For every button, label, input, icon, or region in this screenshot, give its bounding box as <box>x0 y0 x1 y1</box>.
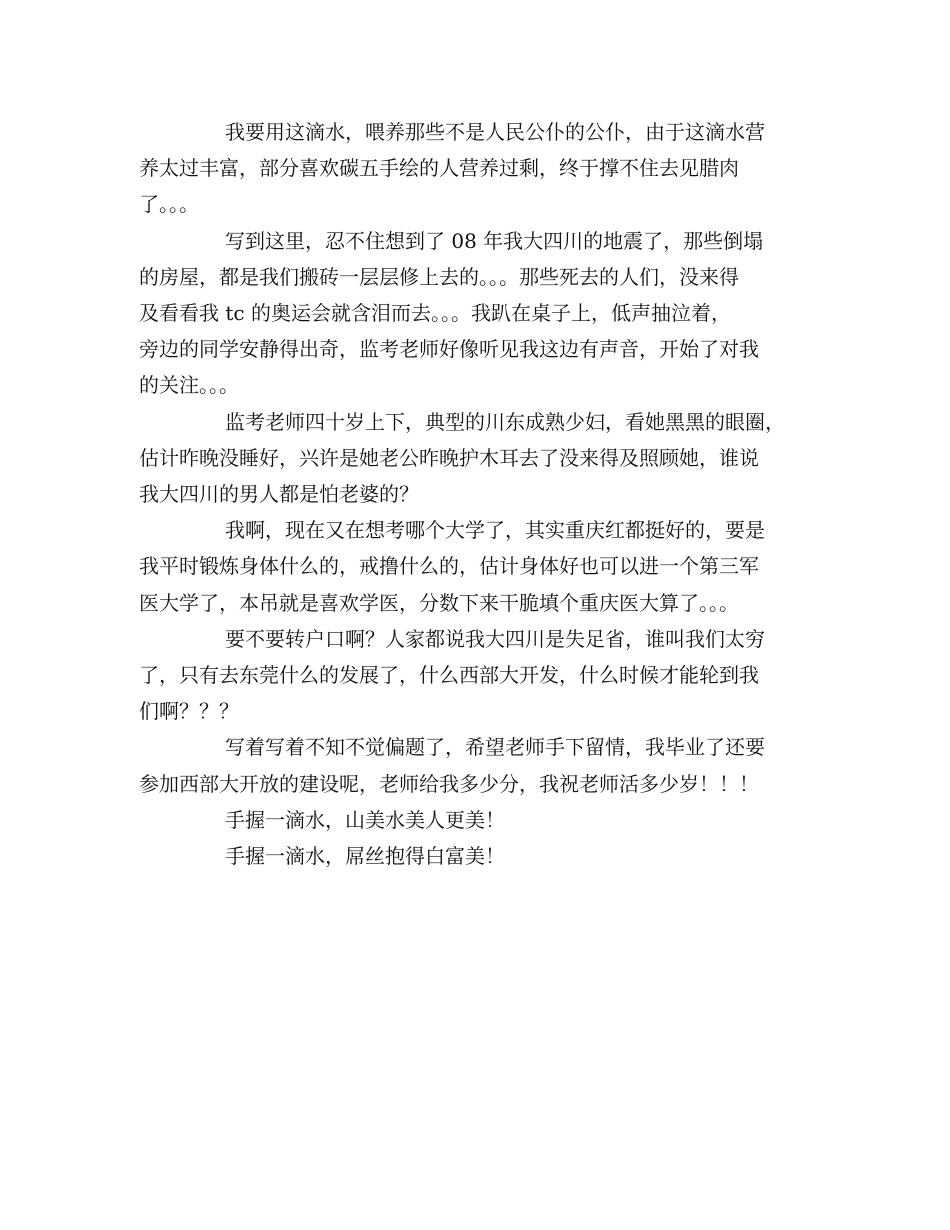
paragraph-line: 医大学了，本吊就是喜欢学医，分数下来干脆填个重庆医大算了。。。 <box>139 590 739 615</box>
paragraph-line: 写着写着不知不觉偏题了，希望老师手下留情，我毕业了还要 <box>225 735 765 760</box>
paragraph-line: 及看看我 tc 的奥运会就含泪而去。。。我趴在桌子上，低声抽泣着， <box>139 301 731 326</box>
paragraph-line: 旁边的同学安静得出奇，监考老师好像听见我这边有声音，开始了对我 <box>139 337 759 362</box>
paragraph-8 <box>139 838 819 874</box>
paragraph-line: 了。。。 <box>139 192 199 217</box>
paragraph-line: 我要用这滴水，喂养那些不是人民公仆的公仆，由于这滴水营 <box>225 120 765 144</box>
paragraph-5 <box>139 621 819 730</box>
paragraph-2 <box>139 223 819 404</box>
paragraph-line: 了，只有去东莞什么的发展了，什么西部大开发，什么时候才能轮到我 <box>139 663 759 688</box>
paragraph-line: 我啊，现在又在想考哪个大学了，其实重庆红都挺好的，要是 <box>225 518 765 543</box>
paragraph-line: 要不要转户口啊？人家都说我大四川是失足省，谁叫我们太穷 <box>225 626 765 651</box>
paragraph-line: 的房屋，都是我们搬砖一层层修上去的。。。那些死去的人们，没来得 <box>139 264 739 289</box>
paragraph-line: 监考老师四十岁上下，典型的川东成熟少妇，看她黑黑的眼圈， <box>225 409 785 434</box>
paragraph-line: 手握一滴水，山美水美人更美！ <box>225 807 505 832</box>
paragraph-line: 写到这里，忍不住想到了 08 年我大四川的地震了，那些倒塌 <box>225 228 764 253</box>
paragraph-6 <box>139 729 819 801</box>
paragraph-line: 们啊？？？ <box>139 699 239 724</box>
paragraph-4 <box>139 512 819 621</box>
paragraph-1 <box>139 114 819 223</box>
paragraph-line: 我大四川的男人都是怕老婆的？ <box>139 482 419 507</box>
paragraph-3 <box>139 404 819 513</box>
paragraph-line: 的关注。。。 <box>139 373 239 398</box>
paragraph-line: 我平时锻炼身体什么的，戒撸什么的，估计身体好也可以进一个第三军 <box>139 554 759 579</box>
paragraph-line: 手握一滴水，屌丝抱得白富美！ <box>225 844 505 869</box>
paragraph-line: 养太过丰富，部分喜欢碳五手绘的人营养过剩，终于撑不住去见腊肉 <box>139 156 739 181</box>
paragraph-7 <box>139 802 819 838</box>
document-body <box>139 114 819 874</box>
paragraph-line: 参加西部大开放的建设呢，老师给我多少分，我祝老师活多少岁！！！ <box>139 771 759 796</box>
paragraph-line: 估计昨晚没睡好，兴许是她老公昨晚护木耳去了没来得及照顾她，谁说 <box>139 445 759 470</box>
